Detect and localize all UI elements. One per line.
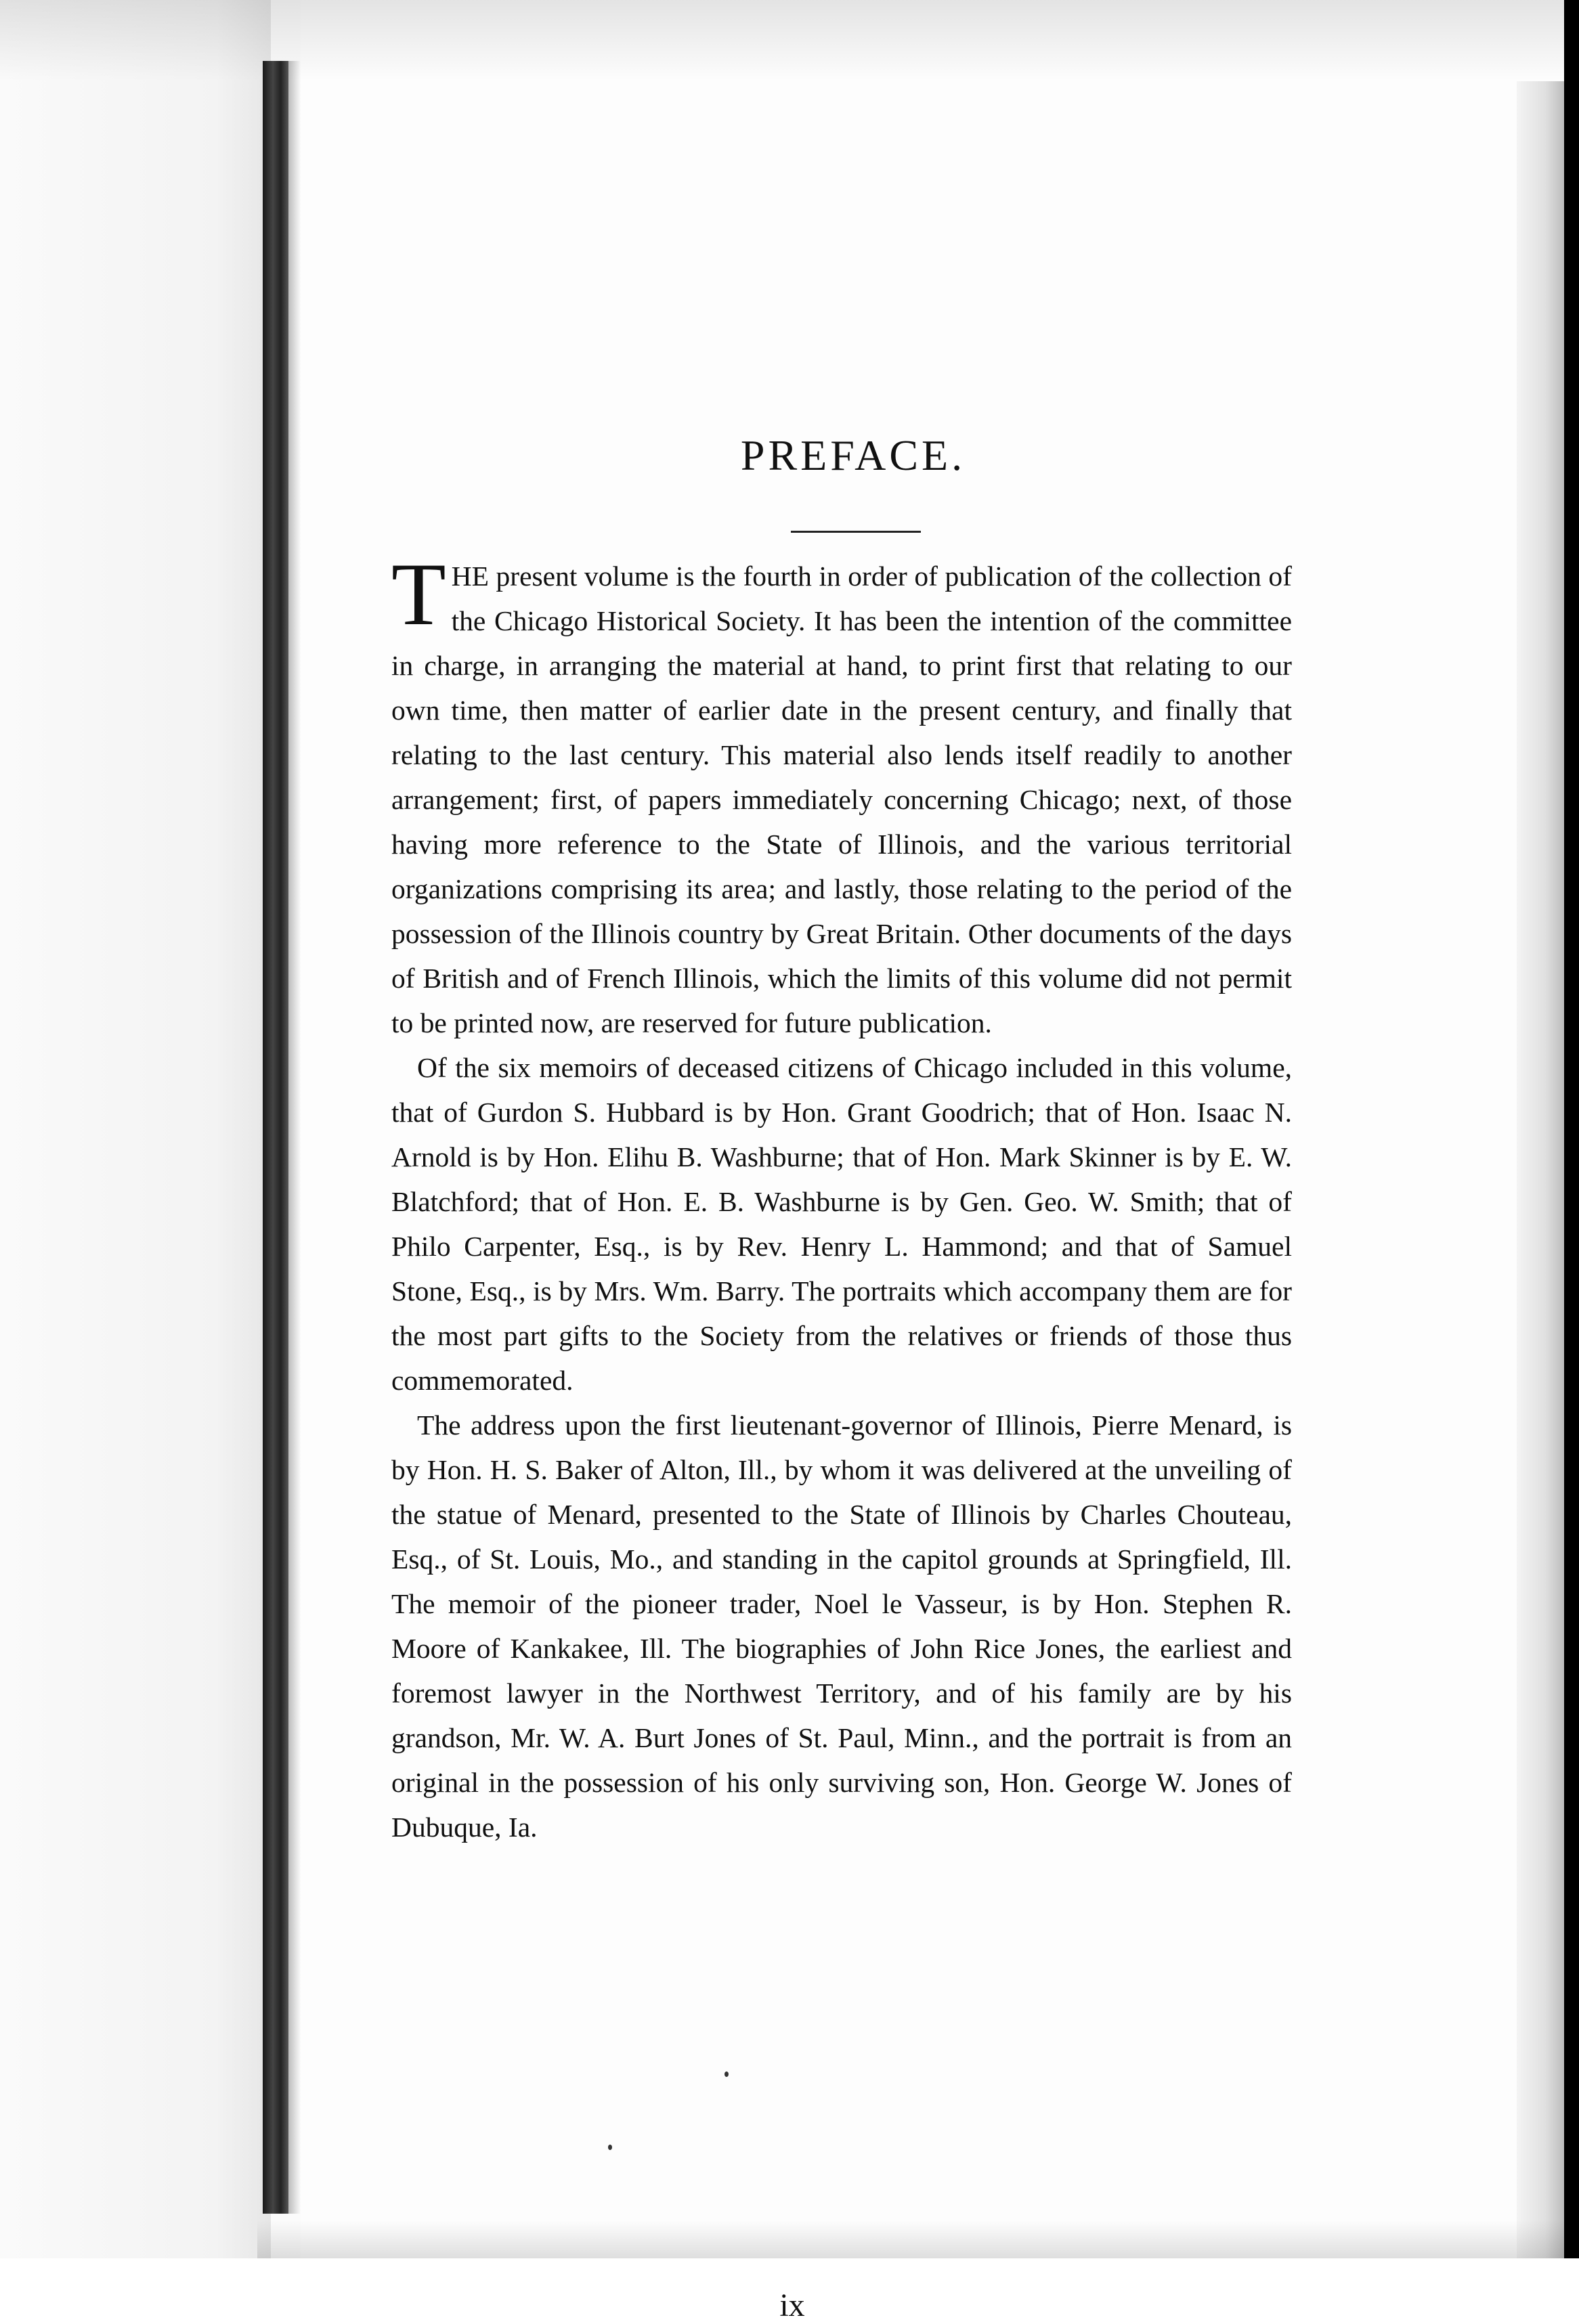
- left-blank-page: [0, 0, 271, 2258]
- ink-speck: [608, 2145, 612, 2150]
- paragraph-1: [391, 544, 1292, 1045]
- bottom-shadow: [257, 2220, 1564, 2258]
- paragraph-3: The address upon the first lieutenant-governor of Illinois, Pierre Menard, is by Hon. H. S. Baker of Alton, Ill., by whom it was delivered at the unveiling of the statue of Menard, presented to the State of Illinois by Charles Chouteau, Esq., of St. Louis, Mo., and standing in the capitol grounds at Springfield, Ill. The memoir of the pioneer trader, Noel le Vasseur, is by Hon. Stephen R. Moore of Kankakee, Ill. The biographies of John Rice Jones, the earliest and foremost lawyer in the Northwest Territory, and of his family are by his grandson, Mr. W. A. Burt Jones of St. Paul, Minn., and the portrait is from an original in the possession of his only surviving son, Hon. George W. Jones of Dubuque, Ia.: [391, 1409, 1292, 1843]
- page-title: PREFACE.: [740, 431, 966, 479]
- paragraph-2: Of the six memoirs of deceased citizens of Chicago included in this volume, that of Gurdon S. Hubbard is by Hon. Grant Goodrich; that of Hon. Isaac N. Arnold is by Hon. Elihu B. Washburne; that of Hon. Mark Skinner is by E. W. Blatchford; that of Hon. E. B. Washburne is by Gen. Geo. W. Smith; that of Philo Carpenter, Esq., is by Rev. Henry L. Hammond; and that of Samuel Stone, Esq., is by Mrs. Wm. Barry. The portraits which accompany them are for the most part gifts to the Society from the relatives or friends of those thus commemorated.: [391, 1052, 1292, 1396]
- spine-shadow: [288, 61, 301, 2214]
- preface-body: [391, 544, 1292, 1849]
- page-edge: [1517, 81, 1564, 2258]
- title-rule: [791, 531, 921, 533]
- paragraph-1-text: HE present volume is the fourth in order of publication of the collection of the Chicago Historical Society. It has been the intention of the committee in charge, in arranging the material at hand, to print first that relating to our own time, then matter of earlier date in the present century, and finally that relating to the last century. This material also lends itself readily to another arrangement; first, of papers immediately concerning Chicago; next, of those having more reference to the State of Illinois, and the various territorial organizations comprising its area; and lastly, those relating to the period of the possession of the Illinois country by Great Britain. Other documents of the days of British and of French Illinois, which the limits of this volume did not permit to be printed now, are reserved for future publication.: [391, 561, 1292, 1038]
- scan-border: [1564, 0, 1579, 2258]
- top-shadow: [0, 0, 1579, 81]
- drop-cap: T: [391, 544, 446, 644]
- ink-speck: [724, 2071, 729, 2077]
- book-spine: [263, 61, 288, 2214]
- page-number: ix: [779, 2287, 805, 2323]
